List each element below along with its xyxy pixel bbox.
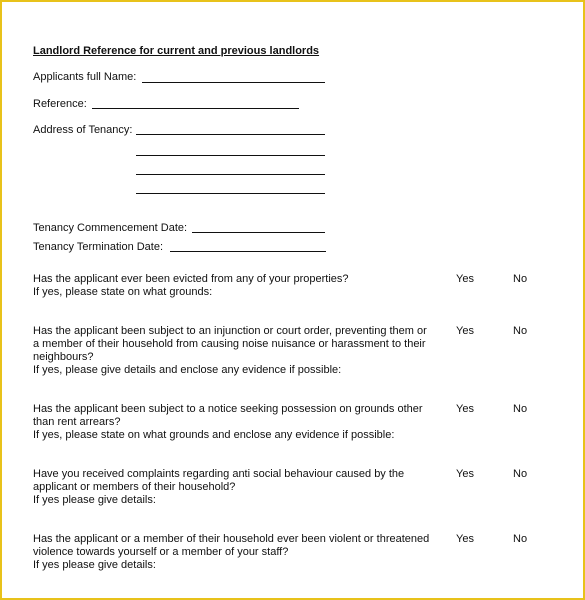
no-option[interactable]: No: [513, 273, 528, 285]
yes-option[interactable]: Yes: [456, 403, 474, 415]
question-line: Has the applicant been subject to an injunction or court order, preventing them or: [33, 325, 427, 337]
question-violence: [33, 533, 445, 572]
no-option[interactable]: No: [513, 403, 528, 415]
question-line: applicant or members of their household?: [33, 481, 236, 493]
applicant-name-field[interactable]: [142, 82, 325, 83]
question-line: Have you received complaints regarding anti social behaviour caused by the: [33, 468, 405, 480]
question-notice-possession: [33, 403, 445, 442]
question-evicted: [33, 273, 445, 299]
question-line: Has the applicant ever been evicted from any of your properties?: [33, 273, 349, 285]
yes-option[interactable]: Yes: [456, 533, 474, 545]
address-field-line-1[interactable]: [136, 134, 325, 135]
address-field-line-2[interactable]: [136, 155, 325, 156]
yes-option[interactable]: Yes: [456, 468, 474, 480]
termination-date-field[interactable]: [170, 251, 326, 252]
applicant-name-label: Applicants full Name:: [33, 71, 137, 83]
yes-option[interactable]: Yes: [456, 273, 474, 285]
question-line: If yes, please state on what grounds and enclose any evidence if possible:: [33, 429, 395, 441]
yes-option[interactable]: Yes: [456, 325, 474, 337]
commencement-date-label: Tenancy Commencement Date:: [33, 222, 188, 234]
question-line: If yes, please give details and enclose any evidence if possible:: [33, 364, 342, 376]
address-label: Address of Tenancy:: [33, 124, 133, 136]
question-antisocial: [33, 468, 445, 507]
no-option[interactable]: No: [513, 325, 528, 337]
commencement-date-field[interactable]: [192, 232, 325, 233]
reference-label: Reference:: [33, 98, 87, 110]
question-line: neighbours?: [33, 351, 94, 363]
question-line: If yes please give details:: [33, 494, 156, 506]
form-title: Landlord Reference for current and previous landlords: [33, 45, 320, 57]
question-line: Has the applicant been subject to a notice seeking possession on grounds other: [33, 403, 423, 415]
address-field-line-3[interactable]: [136, 174, 325, 175]
reference-field[interactable]: [92, 108, 299, 109]
termination-date-label: Tenancy Termination Date:: [33, 241, 164, 253]
no-option[interactable]: No: [513, 533, 528, 545]
no-option[interactable]: No: [513, 468, 528, 480]
question-line: than rent arrears?: [33, 416, 121, 428]
question-line: a member of their household from causing noise nuisance or harassment to their: [33, 338, 426, 350]
address-field-line-4[interactable]: [136, 193, 325, 194]
question-injunction: [33, 325, 445, 377]
question-line: violence towards yourself or a member of your staff?: [33, 546, 289, 558]
question-line: If yes, please state on what grounds:: [33, 286, 213, 298]
question-line: If yes please give details:: [33, 559, 156, 571]
question-line: Has the applicant or a member of their household ever been violent or threatened: [33, 533, 430, 545]
